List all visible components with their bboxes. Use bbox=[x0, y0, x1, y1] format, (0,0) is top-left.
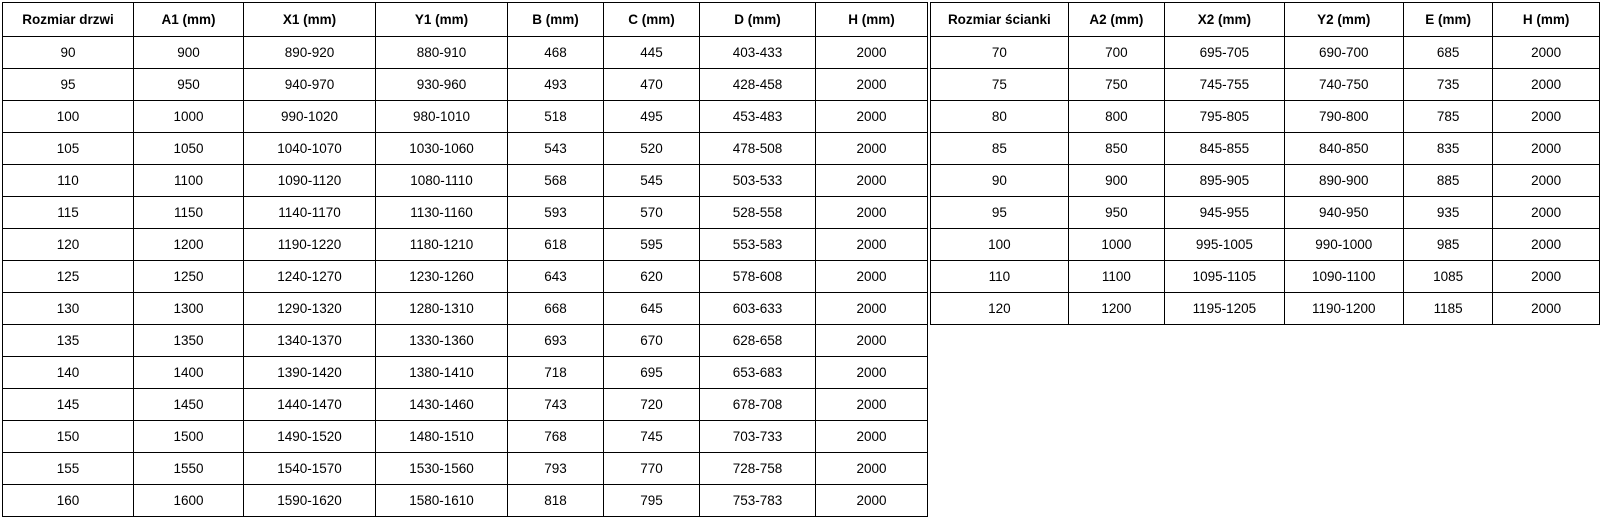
table-row bbox=[931, 165, 1600, 197]
doors-cell: 2000 bbox=[816, 389, 928, 421]
doors-cell: 990-1020 bbox=[244, 101, 376, 133]
doors-cell: 403-433 bbox=[700, 37, 816, 69]
doors-cell: 643 bbox=[508, 261, 604, 293]
doors-cell: 950 bbox=[134, 69, 244, 101]
doors-cell: 880-910 bbox=[376, 37, 508, 69]
walls-cell: 995-1005 bbox=[1165, 229, 1284, 261]
doors-cell: 1490-1520 bbox=[244, 421, 376, 453]
doors-cell: 1200 bbox=[134, 229, 244, 261]
doors-cell: 618 bbox=[508, 229, 604, 261]
walls-cell: 2000 bbox=[1493, 229, 1600, 261]
walls-cell: 695-705 bbox=[1165, 37, 1284, 69]
doors-cell: 145 bbox=[3, 389, 134, 421]
doors-cell: 445 bbox=[604, 37, 700, 69]
walls-cell: 895-905 bbox=[1165, 165, 1284, 197]
doors-cell: 695 bbox=[604, 357, 700, 389]
doors-cell: 428-458 bbox=[700, 69, 816, 101]
walls-cell: 2000 bbox=[1493, 37, 1600, 69]
walls-cell: 2000 bbox=[1493, 197, 1600, 229]
doors-cell: 478-508 bbox=[700, 133, 816, 165]
walls-cell: 75 bbox=[931, 69, 1069, 101]
walls-cell: 845-855 bbox=[1165, 133, 1284, 165]
walls-table-body bbox=[931, 37, 1600, 325]
doors-cell: 693 bbox=[508, 325, 604, 357]
walls-cell: 95 bbox=[931, 197, 1069, 229]
doors-cell: 620 bbox=[604, 261, 700, 293]
doors-cell: 1600 bbox=[134, 485, 244, 517]
walls-cell: 110 bbox=[931, 261, 1069, 293]
table-row bbox=[3, 133, 928, 165]
walls-cell: 1100 bbox=[1068, 261, 1164, 293]
table-row bbox=[3, 261, 928, 293]
doors-cell: 125 bbox=[3, 261, 134, 293]
walls-cell: 90 bbox=[931, 165, 1069, 197]
doors-cell: 543 bbox=[508, 133, 604, 165]
doors-cell: 720 bbox=[604, 389, 700, 421]
table-row bbox=[931, 293, 1600, 325]
doors-cell: 135 bbox=[3, 325, 134, 357]
walls-cell: 785 bbox=[1403, 101, 1492, 133]
doors-cell: 753-783 bbox=[700, 485, 816, 517]
walls-cell: 2000 bbox=[1493, 133, 1600, 165]
doors-cell: 1480-1510 bbox=[376, 421, 508, 453]
table-row bbox=[3, 165, 928, 197]
doors-cell: 1100 bbox=[134, 165, 244, 197]
doors-cell: 1250 bbox=[134, 261, 244, 293]
doors-cell: 95 bbox=[3, 69, 134, 101]
doors-cell: 595 bbox=[604, 229, 700, 261]
doors-cell: 668 bbox=[508, 293, 604, 325]
doors-cell: 2000 bbox=[816, 421, 928, 453]
doors-cell: 980-1010 bbox=[376, 101, 508, 133]
walls-cell: 700 bbox=[1068, 37, 1164, 69]
doors-cell: 120 bbox=[3, 229, 134, 261]
doors-cell: 930-960 bbox=[376, 69, 508, 101]
walls-cell: 685 bbox=[1403, 37, 1492, 69]
doors-cell: 518 bbox=[508, 101, 604, 133]
walls-column-header-5: H (mm) bbox=[1493, 3, 1600, 37]
table-row bbox=[3, 389, 928, 421]
doors-cell: 1580-1610 bbox=[376, 485, 508, 517]
walls-cell: 1000 bbox=[1068, 229, 1164, 261]
doors-cell: 2000 bbox=[816, 165, 928, 197]
doors-cell: 628-658 bbox=[700, 325, 816, 357]
table-row bbox=[3, 101, 928, 133]
walls-column-header-2: X2 (mm) bbox=[1165, 3, 1284, 37]
doors-cell: 110 bbox=[3, 165, 134, 197]
table-row bbox=[3, 69, 928, 101]
walls-cell: 900 bbox=[1068, 165, 1164, 197]
doors-cell: 570 bbox=[604, 197, 700, 229]
walls-cell: 1190-1200 bbox=[1284, 293, 1403, 325]
table-row bbox=[3, 197, 928, 229]
walls-cell: 1090-1100 bbox=[1284, 261, 1403, 293]
walls-cell: 790-800 bbox=[1284, 101, 1403, 133]
doors-cell: 90 bbox=[3, 37, 134, 69]
doors-column-header-1: A1 (mm) bbox=[134, 3, 244, 37]
walls-cell: 935 bbox=[1403, 197, 1492, 229]
doors-cell: 678-708 bbox=[700, 389, 816, 421]
doors-cell: 743 bbox=[508, 389, 604, 421]
doors-cell: 1550 bbox=[134, 453, 244, 485]
doors-cell: 645 bbox=[604, 293, 700, 325]
table-row bbox=[931, 101, 1600, 133]
doors-table-body bbox=[3, 37, 928, 517]
doors-cell: 1140-1170 bbox=[244, 197, 376, 229]
doors-cell: 1280-1310 bbox=[376, 293, 508, 325]
walls-cell: 800 bbox=[1068, 101, 1164, 133]
doors-cell: 718 bbox=[508, 357, 604, 389]
walls-cell: 70 bbox=[931, 37, 1069, 69]
doors-cell: 770 bbox=[604, 453, 700, 485]
doors-dimensions-table bbox=[2, 2, 928, 517]
walls-cell: 1185 bbox=[1403, 293, 1492, 325]
table-row bbox=[931, 37, 1600, 69]
doors-cell: 1400 bbox=[134, 357, 244, 389]
walls-cell: 80 bbox=[931, 101, 1069, 133]
table-row bbox=[931, 133, 1600, 165]
doors-cell: 1430-1460 bbox=[376, 389, 508, 421]
walls-cell: 85 bbox=[931, 133, 1069, 165]
walls-table-head bbox=[931, 3, 1600, 37]
walls-cell: 890-900 bbox=[1284, 165, 1403, 197]
table-header-row bbox=[3, 3, 928, 37]
doors-cell: 568 bbox=[508, 165, 604, 197]
walls-cell: 850 bbox=[1068, 133, 1164, 165]
doors-column-header-2: X1 (mm) bbox=[244, 3, 376, 37]
doors-cell: 2000 bbox=[816, 325, 928, 357]
doors-column-header-4: B (mm) bbox=[508, 3, 604, 37]
doors-cell: 2000 bbox=[816, 229, 928, 261]
doors-cell: 1040-1070 bbox=[244, 133, 376, 165]
table-row bbox=[3, 229, 928, 261]
doors-cell: 1150 bbox=[134, 197, 244, 229]
doors-cell: 2000 bbox=[816, 37, 928, 69]
doors-cell: 115 bbox=[3, 197, 134, 229]
walls-cell: 1095-1105 bbox=[1165, 261, 1284, 293]
doors-cell: 105 bbox=[3, 133, 134, 165]
doors-column-header-5: C (mm) bbox=[604, 3, 700, 37]
doors-cell: 520 bbox=[604, 133, 700, 165]
walls-dimensions-table bbox=[930, 2, 1600, 325]
doors-cell: 890-920 bbox=[244, 37, 376, 69]
table-row bbox=[3, 325, 928, 357]
walls-cell: 950 bbox=[1068, 197, 1164, 229]
walls-cell: 2000 bbox=[1493, 69, 1600, 101]
doors-cell: 1000 bbox=[134, 101, 244, 133]
doors-cell: 545 bbox=[604, 165, 700, 197]
doors-column-header-6: D (mm) bbox=[700, 3, 816, 37]
doors-cell: 100 bbox=[3, 101, 134, 133]
walls-cell: 735 bbox=[1403, 69, 1492, 101]
doors-cell: 793 bbox=[508, 453, 604, 485]
walls-cell: 945-955 bbox=[1165, 197, 1284, 229]
walls-cell: 745-755 bbox=[1165, 69, 1284, 101]
doors-cell: 1030-1060 bbox=[376, 133, 508, 165]
walls-column-header-3: Y2 (mm) bbox=[1284, 3, 1403, 37]
doors-table-head bbox=[3, 3, 928, 37]
doors-cell: 1050 bbox=[134, 133, 244, 165]
doors-cell: 818 bbox=[508, 485, 604, 517]
doors-cell: 528-558 bbox=[700, 197, 816, 229]
doors-cell: 703-733 bbox=[700, 421, 816, 453]
doors-cell: 1390-1420 bbox=[244, 357, 376, 389]
walls-cell: 990-1000 bbox=[1284, 229, 1403, 261]
table-row bbox=[3, 485, 928, 517]
walls-cell: 740-750 bbox=[1284, 69, 1403, 101]
doors-cell: 553-583 bbox=[700, 229, 816, 261]
doors-cell: 1300 bbox=[134, 293, 244, 325]
table-row bbox=[3, 357, 928, 389]
doors-cell: 768 bbox=[508, 421, 604, 453]
walls-cell: 840-850 bbox=[1284, 133, 1403, 165]
table-row bbox=[3, 421, 928, 453]
doors-cell: 503-533 bbox=[700, 165, 816, 197]
doors-cell: 2000 bbox=[816, 197, 928, 229]
doors-cell: 493 bbox=[508, 69, 604, 101]
walls-column-header-1: A2 (mm) bbox=[1068, 3, 1164, 37]
doors-cell: 795 bbox=[604, 485, 700, 517]
doors-cell: 1500 bbox=[134, 421, 244, 453]
doors-cell: 1330-1360 bbox=[376, 325, 508, 357]
doors-cell: 2000 bbox=[816, 261, 928, 293]
doors-cell: 155 bbox=[3, 453, 134, 485]
doors-column-header-3: Y1 (mm) bbox=[376, 3, 508, 37]
walls-cell: 120 bbox=[931, 293, 1069, 325]
table-row bbox=[931, 261, 1600, 293]
table-row bbox=[3, 37, 928, 69]
doors-column-header-0: Rozmiar drzwi bbox=[3, 3, 134, 37]
doors-cell: 745 bbox=[604, 421, 700, 453]
walls-cell: 690-700 bbox=[1284, 37, 1403, 69]
doors-cell: 453-483 bbox=[700, 101, 816, 133]
doors-cell: 2000 bbox=[816, 485, 928, 517]
doors-cell: 1540-1570 bbox=[244, 453, 376, 485]
walls-cell: 2000 bbox=[1493, 261, 1600, 293]
doors-cell: 603-633 bbox=[700, 293, 816, 325]
doors-cell: 1350 bbox=[134, 325, 244, 357]
walls-cell: 940-950 bbox=[1284, 197, 1403, 229]
doors-column-header-7: H (mm) bbox=[816, 3, 928, 37]
walls-cell: 1200 bbox=[1068, 293, 1164, 325]
walls-cell: 100 bbox=[931, 229, 1069, 261]
doors-cell: 2000 bbox=[816, 357, 928, 389]
walls-column-header-4: E (mm) bbox=[1403, 3, 1492, 37]
doors-cell: 140 bbox=[3, 357, 134, 389]
table-row bbox=[931, 197, 1600, 229]
doors-cell: 1450 bbox=[134, 389, 244, 421]
doors-cell: 670 bbox=[604, 325, 700, 357]
doors-cell: 1340-1370 bbox=[244, 325, 376, 357]
walls-table-container bbox=[930, 2, 1600, 325]
table-row bbox=[3, 453, 928, 485]
table-row bbox=[931, 229, 1600, 261]
doors-cell: 2000 bbox=[816, 101, 928, 133]
doors-cell: 593 bbox=[508, 197, 604, 229]
walls-cell: 985 bbox=[1403, 229, 1492, 261]
doors-cell: 1440-1470 bbox=[244, 389, 376, 421]
doors-cell: 2000 bbox=[816, 69, 928, 101]
doors-cell: 1180-1210 bbox=[376, 229, 508, 261]
doors-cell: 940-970 bbox=[244, 69, 376, 101]
doors-cell: 1240-1270 bbox=[244, 261, 376, 293]
doors-cell: 160 bbox=[3, 485, 134, 517]
doors-cell: 495 bbox=[604, 101, 700, 133]
doors-cell: 900 bbox=[134, 37, 244, 69]
table-row bbox=[931, 69, 1600, 101]
doors-cell: 468 bbox=[508, 37, 604, 69]
doors-cell: 1090-1120 bbox=[244, 165, 376, 197]
doors-cell: 1190-1220 bbox=[244, 229, 376, 261]
walls-cell: 2000 bbox=[1493, 165, 1600, 197]
walls-column-header-0: Rozmiar ścianki bbox=[931, 3, 1069, 37]
doors-cell: 2000 bbox=[816, 453, 928, 485]
walls-cell: 835 bbox=[1403, 133, 1492, 165]
doors-cell: 1130-1160 bbox=[376, 197, 508, 229]
doors-cell: 1590-1620 bbox=[244, 485, 376, 517]
walls-cell: 1195-1205 bbox=[1165, 293, 1284, 325]
walls-cell: 795-805 bbox=[1165, 101, 1284, 133]
doors-cell: 1290-1320 bbox=[244, 293, 376, 325]
table-row bbox=[3, 293, 928, 325]
doors-cell: 150 bbox=[3, 421, 134, 453]
doors-table-container bbox=[2, 2, 928, 517]
walls-cell: 1085 bbox=[1403, 261, 1492, 293]
doors-cell: 578-608 bbox=[700, 261, 816, 293]
doors-cell: 1530-1560 bbox=[376, 453, 508, 485]
doors-cell: 728-758 bbox=[700, 453, 816, 485]
doors-cell: 130 bbox=[3, 293, 134, 325]
walls-cell: 885 bbox=[1403, 165, 1492, 197]
doors-cell: 2000 bbox=[816, 133, 928, 165]
doors-cell: 2000 bbox=[816, 293, 928, 325]
doors-cell: 1380-1410 bbox=[376, 357, 508, 389]
doors-cell: 470 bbox=[604, 69, 700, 101]
table-header-row bbox=[931, 3, 1600, 37]
walls-cell: 2000 bbox=[1493, 101, 1600, 133]
doors-cell: 1230-1260 bbox=[376, 261, 508, 293]
doors-cell: 1080-1110 bbox=[376, 165, 508, 197]
walls-cell: 750 bbox=[1068, 69, 1164, 101]
walls-cell: 2000 bbox=[1493, 293, 1600, 325]
doors-cell: 653-683 bbox=[700, 357, 816, 389]
